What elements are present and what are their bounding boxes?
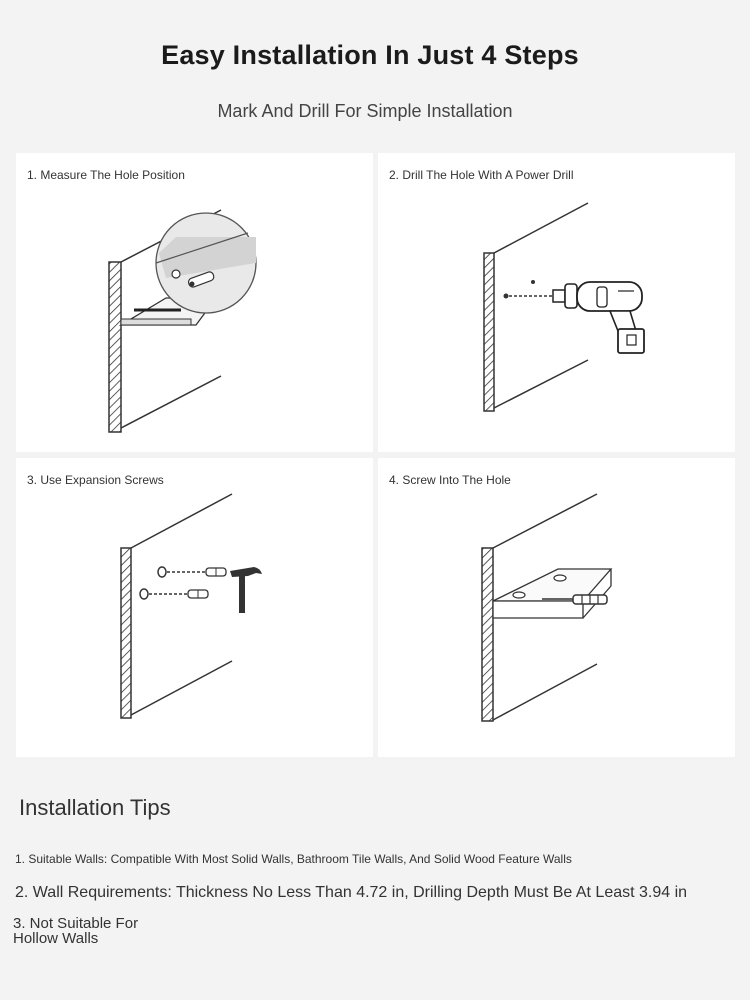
- measure-illustration: [16, 153, 373, 452]
- power-drill-icon: [553, 282, 644, 353]
- screw-in-illustration: [378, 458, 735, 757]
- wall-section: [482, 548, 493, 721]
- wall-section: [109, 262, 121, 432]
- tip-wall-requirements: 2. Wall Requirements: Thickness No Less Than 4.72 in, Drilling Depth Must Be At Least 3.94 in: [15, 884, 688, 901]
- wall-section: [121, 548, 131, 718]
- step-panel-3: [16, 458, 373, 757]
- step-label-3: 3. Use Expansion Screws: [27, 473, 164, 487]
- page-subtitle: Mark And Drill For Simple Installation: [217, 101, 513, 121]
- tips-heading: Installation Tips: [19, 795, 171, 820]
- step-label-4: 4. Screw Into The Hole: [389, 473, 511, 487]
- step-panel-4: [378, 458, 735, 757]
- tip-not-suitable: 3. Not Suitable For Hollow Walls: [13, 915, 139, 947]
- hammer-icon: [230, 567, 262, 613]
- drill-illustration: [378, 153, 735, 452]
- step-panel-1: [16, 153, 373, 452]
- step-panel-2: [378, 153, 735, 452]
- tip-suitable-walls: 1. Suitable Walls: Compatible With Most Solid Walls, Bathroom Tile Walls, And Solid Wood Feature Walls: [15, 852, 572, 866]
- step-label-2: 2. Drill The Hole With A Power Drill: [389, 168, 574, 182]
- step-label-1: 1. Measure The Hole Position: [27, 168, 185, 182]
- page-title: Easy Installation In Just 4 Steps: [161, 40, 579, 70]
- expansion-screw-illustration: [16, 458, 315, 757]
- wall-section: [484, 253, 494, 411]
- measure-magnifier-icon: [156, 213, 256, 313]
